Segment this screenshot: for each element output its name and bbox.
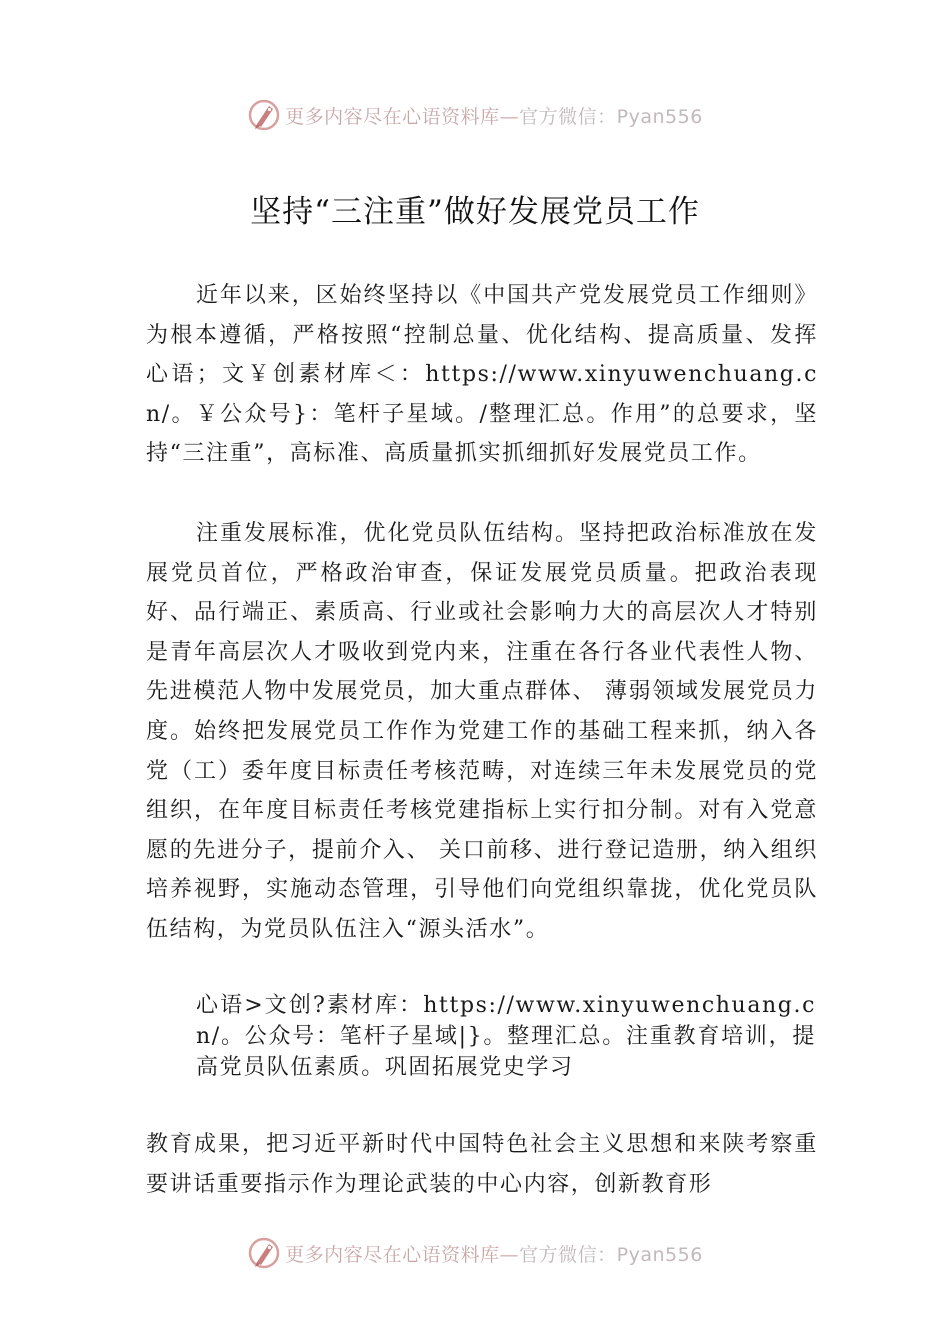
paragraph-training-body: 教育成果，把习近平新时代中国特色社会主义思想和来陕考察重要讲话重要指示作为理论武装的中心内容，创新教育形: [146, 1132, 818, 1197]
banner-text-wechat: 官方微信：Pyan556: [519, 105, 703, 128]
paragraph-intro: 近年以来，区始终坚持以《中国共产党发展党员工作细则》为根本遵循，严格按照“控制总量、优化结构、提高质量、发挥心语；文￥创素材库＜：https://www.xinyuwenchuang.cn/。￥公众号}：笔杆子星域。/整理汇总。作用”的总要求，坚持“三注重”，高标准、高质量抓实抓细抓好发展党员工作。: [146, 283, 818, 467]
footer-text-prefix: 更多内容尽在心语资料库: [285, 1243, 500, 1266]
footer-banner: [0, 1233, 950, 1273]
banner-text-prefix: 更多内容尽在心语资料库: [285, 105, 500, 128]
paragraph-standards: 注重发展标准，优化党员队伍结构。坚持把政治标准放在发展党员首位，严格政治审查，保证发展党员质量。把政治表现好、品行端正、素质高、行业或社会影响力大的高层次人才特别是青年高层次人才吸收到党内来，注重在各行各业代表性人物、先进模范人物中发展党员，加大重点群体、 薄弱领域发展党员力度。始终把发展党员工作作为党建工作的基础工程来抓，纳入各党（工）委年度目标责任考核范畴，对连续三年未发展党员的党组织，在年度目标责任考核党建指标上实行扣分制。对有入党意愿的先进分子，提前介入、 关口前移、进行登记造册，纳入组织培养视野，实施动态管理，引导他们向党组织靠拢，优化党员队伍结构，为党员队伍注入“源头活水”。: [146, 521, 818, 942]
footer-text-separator: —: [499, 1243, 520, 1266]
banner-text: [285, 102, 703, 129]
fountain-pen-logo-icon: [247, 1236, 281, 1270]
paragraph-training-heading: 心语>文创?素材库：https://www.xinyuwenchuang.cn/。公众号：笔杆子星域|}。整理汇总。注重教育培训，提高党员队伍素质。巩固拓展党史学习: [196, 993, 816, 1080]
footer-banner-text: [285, 1240, 703, 1267]
footer-text-wechat: 官方微信：Pyan556: [519, 1243, 703, 1266]
document-title: 坚持“三注重”做好发展党员工作: [250, 194, 700, 230]
fountain-pen-logo-icon: [247, 98, 281, 132]
header-banner: [0, 95, 950, 135]
banner-text-separator: —: [499, 105, 520, 128]
